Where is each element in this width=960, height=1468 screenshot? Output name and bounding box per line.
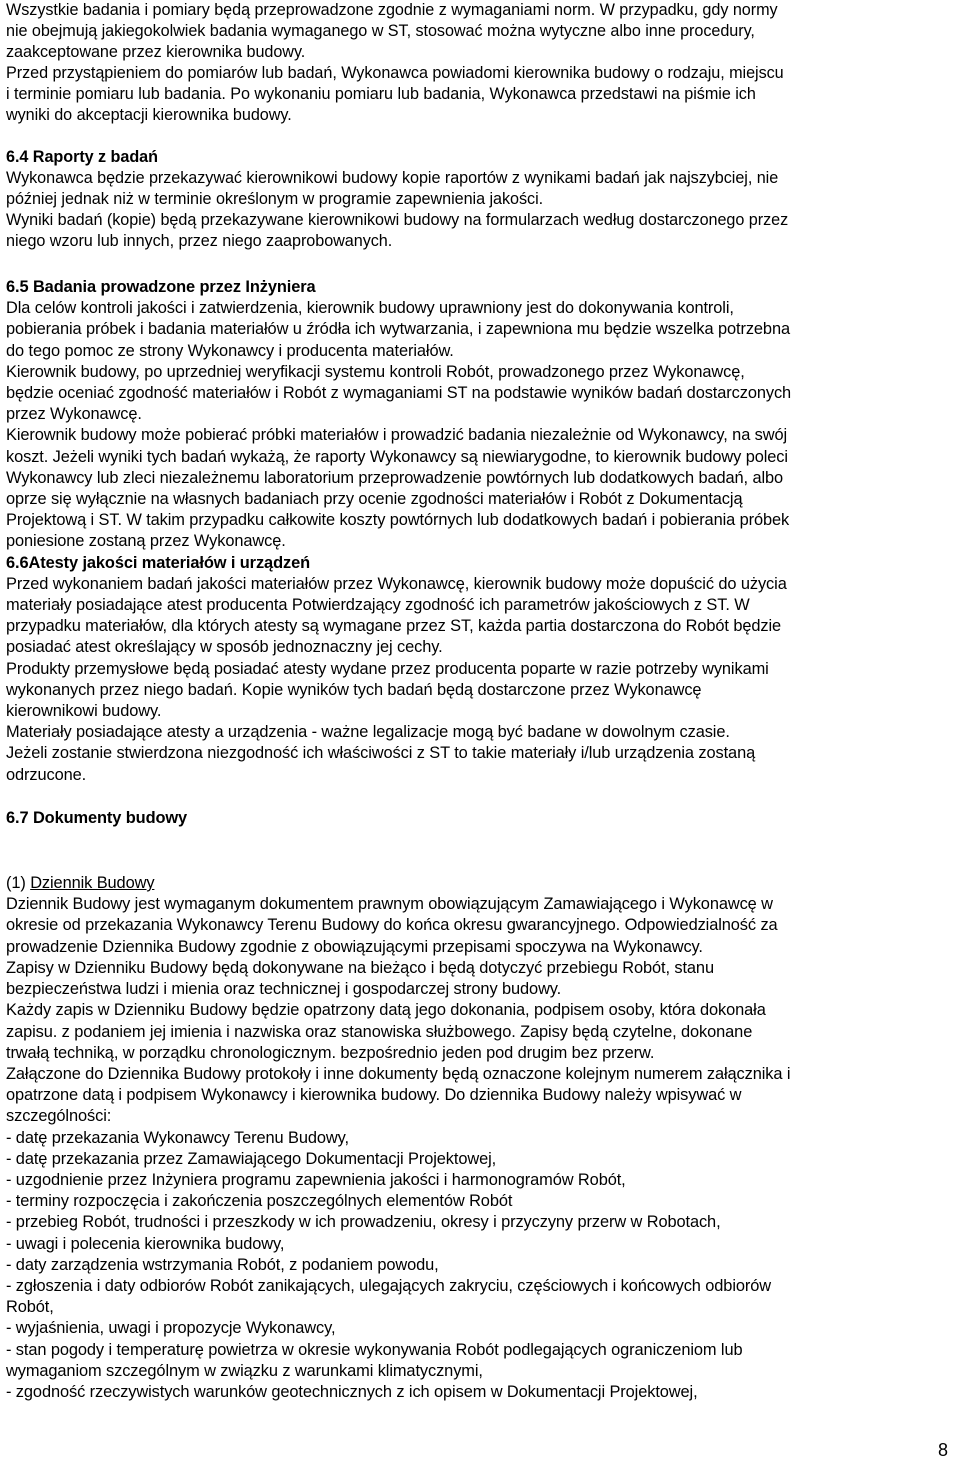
section-6-6	[6, 553, 954, 786]
subsection-heading	[6, 873, 954, 894]
text-line: Kierownik budowy, po uprzedniej weryfikacji systemu kontroli Robót, prowadzonego przez Wykonawcę,	[6, 362, 745, 381]
text-line: później jednak niż w terminie określonym w programie zapewnienia jakości.	[6, 190, 544, 208]
list-item: - zgłoszenia i daty odbiorów Robót zanikających, ulegających zakryciu, częściowych i końcowych odbiorów	[6, 1276, 771, 1295]
text-line: niego wzoru lub innych, przez niego zaaprobowanych.	[6, 232, 393, 250]
text-line: nie obejmują jakiegokolwiek badania wymaganego w ST, stosować można wytyczne albo inne procedury,	[6, 22, 755, 40]
list-item: - przebieg Robót, trudności i przeszkody w ich prowadzeniu, okresy i przyczyny przerw w Robotach,	[6, 1213, 721, 1232]
text-line: Przed wykonaniem badań jakości materiałów przez Wykonawcę, kierownik budowy może dopuścić do użycia	[6, 574, 787, 593]
text-line: do tego pomoc ze strony Wykonawcy i producenta materiałów.	[6, 341, 454, 360]
section-heading: 6.4 Raporty z badań	[6, 148, 158, 166]
text-line: będzie oceniać zgodność materiałów i Robót z wymaganiami ST na podstawie wyników badań dostarczonych	[6, 384, 792, 403]
text-line: koszt. Jeżeli wyniki tych badań wykażą, że raporty Wykonawcy są niewiarygodne, to kierownik budowy poleci	[6, 447, 788, 466]
text-line: Dziennik Budowy jest wymaganym dokumentem prawnym obowiązującym Zamawiającego i Wykonawcę w	[6, 895, 773, 914]
list	[6, 1128, 954, 1404]
text-line: Wykonawcy lub zleci niezależnemu laboratorium przeprowadzenie powtórnych lub dodatkowych badań, albo	[6, 468, 784, 487]
text-line: zaakceptowane przez kierownika budowy.	[6, 43, 306, 61]
section-6-7	[6, 808, 954, 1403]
list-item: - terminy rozpoczęcia i zakończenia poszczególnych elementów Robót	[6, 1192, 513, 1211]
list-item: - datę przekazania Wykonawcy Terenu Budowy,	[6, 1128, 349, 1147]
page-number: 8	[937, 1440, 948, 1460]
section-heading: 6.5 Badania prowadzone przez Inżyniera	[6, 278, 316, 296]
list-item: - stan pogody i temperaturę powietrza w okresie wykonywania Robót podlegających ograniczeniom lub	[6, 1340, 743, 1359]
text-line: Kierownik budowy może pobierać próbki materiałów i prowadzić badania niezależnie od Wykonawcy, na swój	[6, 426, 788, 445]
text-line: bezpieczeństwa ludzi i mienia oraz technicznej i gospodarczej strony budowy.	[6, 980, 562, 999]
text-line: Materiały posiadające atesty a urządzenia - ważne legalizacje mogą być badane w dowolnym czasie.	[6, 723, 730, 742]
list-item: Robót,	[6, 1298, 54, 1317]
text-line: szczególności:	[6, 1107, 112, 1126]
list-item: - zgodność rzeczywistych warunków geotechnicznych z ich opisem w Dokumentacji Projektowej,	[6, 1382, 698, 1401]
text-line: wykonanych przez niego badań. Kopie wyników tych badań będą dostarczone przez Wykonawcę	[6, 680, 702, 699]
list-item: - uwagi i polecenia kierownika budowy,	[6, 1234, 285, 1253]
list-item: wymaganiom szczególnym w związku z warunkami klimatycznymi,	[6, 1361, 483, 1380]
text-line: Projektową i ST. W takim przypadku całkowite koszty powtórnych lub dodatkowych badań i pobierania próbek	[6, 511, 790, 530]
list-item: - daty zarządzenia wstrzymania Robót, z podaniem powodu,	[6, 1255, 439, 1274]
text-line: materiały posiadające atest producenta Potwierdzający zgodność ich parametrów jakościowych z ST. W	[6, 596, 750, 615]
text-line: poniesione zostaną przez Wykonawcę.	[6, 532, 286, 551]
text-line: przypadku materiałów, dla których atesty są wymagane przez ST, każda partia dostarczona do Robót będzie	[6, 617, 782, 636]
text-line: Wszystkie badania i pomiary będą przeprowadzone zgodnie z wymaganiami norm. W przypadku, gdy normy	[6, 1, 778, 19]
text-line: prowadzenie Dziennika Budowy zgodnie z obowiązującymi przepisami spoczywa na Wykonawcy.	[6, 937, 703, 956]
section-heading: 6.7 Dokumenty budowy	[6, 808, 188, 827]
paragraph-norms	[6, 0, 954, 126]
text-line: oprze się wyłącznie na własnych badaniach przy ocenie zgodności materiałów i Robót z Dokumentacją	[6, 490, 743, 509]
text-line: Załączone do Dziennika Budowy protokoły i inne dokumenty będą oznaczone kolejnym numerem załącznika i	[6, 1064, 791, 1083]
text-line: trwałą techniką, w porządku chronologicznym. bezpośrednio jeden pod drugim bez przerw.	[6, 1043, 655, 1062]
text-line: kierownikowi budowy.	[6, 702, 162, 721]
text-line: opatrzone datą i podpisem Wykonawcy i kierownika budowy. Do dziennika Budowy należy wpisywać w	[6, 1086, 742, 1105]
section-heading: 6.6Atesty jakości materiałów i urządzeń	[6, 553, 311, 572]
text-line: pobierania próbek i badania materiałów u źródła ich wytwarzania, i zapewniona mu będzie wszelka potrzebna	[6, 320, 790, 339]
text-line: Jeżeli zostanie stwierdzona niezgodność ich właściwości z ST to takie materiały i/lub urządzenia zostaną	[6, 744, 756, 763]
text-line: i terminie pomiaru lub badania. Po wykonaniu pomiaru lub badania, Wykonawca przedstawi na piśmie ich	[6, 85, 756, 103]
text-line: Produkty przemysłowe będą posiadać atesty wydane przez producenta poparte w razie potrzeby wynikami	[6, 659, 769, 678]
list-item: - datę przekazania przez Zamawiającego Dokumentacji Projektowej,	[6, 1149, 497, 1168]
subsection-number: (1)	[6, 874, 31, 893]
list-item: - uzgodnienie przez Inżyniera programu zapewnienia jakości i harmonogramów Robót,	[6, 1170, 626, 1189]
subsection-title: Dziennik Budowy	[30, 874, 155, 893]
document-body-lower	[6, 277, 954, 1403]
section-6-4	[6, 147, 954, 252]
text-line: Wyniki badań (kopie) będą przekazywane kierownikowi budowy na formularzach według dostarczonego przez	[6, 211, 789, 229]
text-line: wyniki do akceptacji kierownika budowy.	[6, 106, 292, 124]
text-line: okresie od przekazania Wykonawcy Terenu Budowy do końca okresu gwarancyjnego. Odpowiedzialność za	[6, 916, 778, 935]
text-line: odrzucone.	[6, 765, 87, 784]
text-line: Przed przystąpieniem do pomiarów lub badań, Wykonawca powiadomi kierownika budowy o rodzaju, miejscu	[6, 64, 784, 82]
section-6-5	[6, 277, 954, 553]
list-item: - wyjaśnienia, uwagi i propozycje Wykonawcy,	[6, 1319, 336, 1338]
text-line: posiadać atest określający w sposób jednoznaczny jej cechy.	[6, 638, 443, 657]
document-body-upper	[6, 0, 954, 252]
text-line: przez Wykonawcę.	[6, 405, 142, 424]
text-line: Zapisy w Dzienniku Budowy będą dokonywane na bieżąco i będą dotyczyć przebiegu Robót, stanu	[6, 958, 714, 977]
text-line: Dla celów kontroli jakości i zatwierdzenia, kierownik budowy uprawniony jest do dokonywania kontroli,	[6, 299, 734, 318]
text-line: zapisu. z podaniem jej imienia i nazwiska oraz stanowiska służbowego. Zapisy będą czytelne, dokonane	[6, 1022, 753, 1041]
text-line: Wykonawca będzie przekazywać kierownikowi budowy kopie raportów z wynikami badań jak najszybciej, nie	[6, 169, 779, 187]
text-line: Każdy zapis w Dzienniku Budowy będzie opatrzony datą jego dokonania, podpisem osoby, która dokonała	[6, 1001, 766, 1020]
